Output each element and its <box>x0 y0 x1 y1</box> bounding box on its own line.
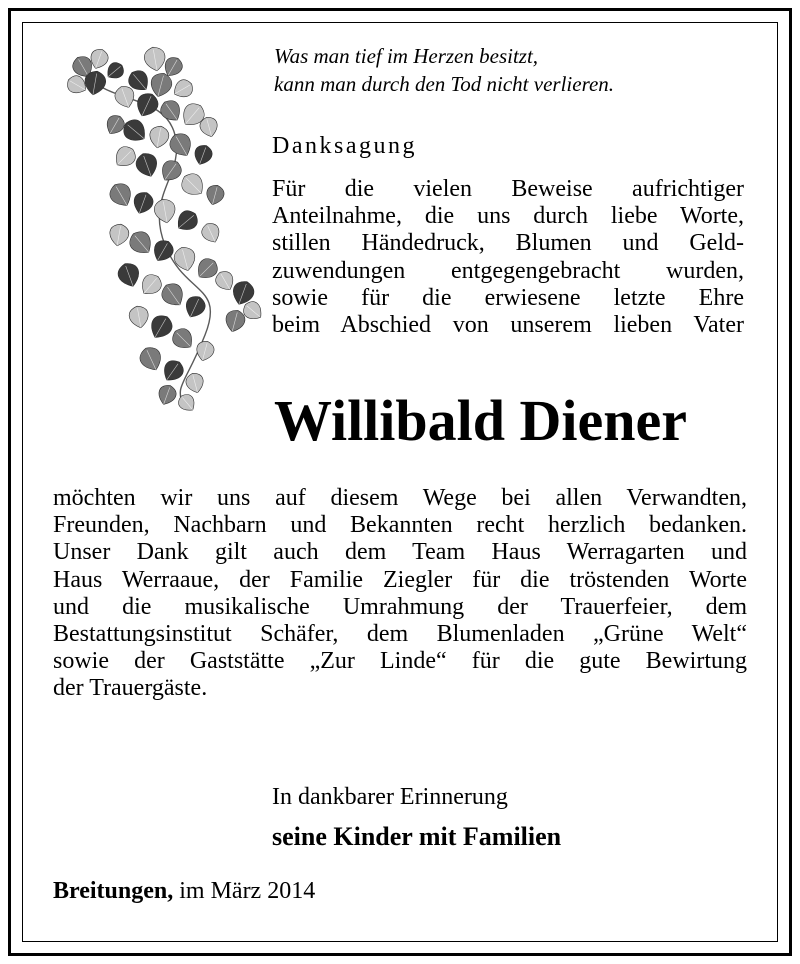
ivy-leaf <box>199 220 223 245</box>
ivy-leaf <box>130 189 155 216</box>
body-line: Unser Dank gilt auch dem Team Haus Werragarten und <box>53 539 747 566</box>
body-line: sowie der Gaststätte „Zur Linde“ für die gute Bewirtung <box>53 648 747 675</box>
body-line: der Trauergäste. <box>53 675 208 702</box>
ivy-leaf <box>125 227 156 259</box>
heading-danksagung: Danksagung <box>272 133 417 159</box>
body-line: Bestattungsinstitut Schäfer, dem Blumenladen „Grüne Welt“ <box>53 621 747 648</box>
signature: seine Kinder mit Familien <box>272 822 562 851</box>
intro-line: sowie für die erwiesene letzte Ehre <box>272 284 744 311</box>
body-line: möchten wir uns auf diesem Wege bei allen Verwandten, <box>53 485 747 511</box>
ivy-leaf <box>158 279 189 311</box>
ivy-leaf <box>119 115 151 146</box>
body-line: Haus Werraaue, der Familie Ziegler für die tröstenden Worte <box>53 566 747 593</box>
ivy-leaf <box>143 45 168 72</box>
ivy-leaf <box>115 260 143 290</box>
place-date <box>53 878 315 905</box>
closing-regards: In dankbarer Erinnerung <box>272 784 508 810</box>
ivy-leaf <box>157 157 185 186</box>
ivy-leaf <box>137 344 166 375</box>
ivy-leaf <box>204 183 226 207</box>
ivy-leaf <box>146 311 176 342</box>
ivy-leaf <box>111 143 140 172</box>
ivy-leaf <box>177 169 209 201</box>
ivy-leaf <box>153 197 178 224</box>
ivy-leaves-icon <box>55 45 265 415</box>
thanks-paragraph <box>53 485 747 703</box>
ivy-leaf <box>148 125 171 150</box>
ivy-leaf <box>175 391 198 415</box>
ivy-leaf <box>103 112 128 138</box>
ivy-leaf <box>157 97 185 126</box>
ivy-leaf <box>182 293 209 321</box>
motto-quote <box>274 42 614 98</box>
ivy-leaf <box>194 339 216 363</box>
intro-line: Für die vielen Beweise aufrichtiger <box>272 176 744 202</box>
deceased-name: Willibald Diener <box>274 388 688 453</box>
motto-line-2: kann man durch den Tod nicht verlieren. <box>274 72 615 96</box>
ivy-leaf <box>155 383 178 408</box>
ivy-leaf <box>172 207 201 236</box>
ivy-leaf <box>137 270 166 299</box>
motto-line-1: Was man tief im Herzen besitzt, <box>274 44 539 68</box>
intro-line: stillen Händedruck, Blumen und Geld- <box>272 230 744 257</box>
body-line: Freunden, Nachbarn und Bekannten recht herzlich bedanken. <box>53 512 747 539</box>
intro-line: beim Abschied von unserem lieben Vater <box>272 312 744 339</box>
intro-paragraph <box>272 176 744 339</box>
intro-line: Anteilnahme, die uns durch liebe Worte, <box>272 203 744 230</box>
place: Breitungen, <box>53 878 174 904</box>
ivy-leaf <box>170 77 196 102</box>
ivy-leaf <box>169 325 198 354</box>
intro-line: zuwendungen entgegengebracht wurden, <box>272 257 744 284</box>
ivy-leaf <box>128 305 151 330</box>
ivy-leaf <box>172 245 198 274</box>
ivy-leaf <box>159 357 187 386</box>
ivy-leaf <box>108 223 131 248</box>
ivy-leaf <box>166 129 196 160</box>
body-line: und die musikalische Umrahmung der Trauerfeier, dem <box>53 593 747 620</box>
ivy-leaf <box>133 150 161 180</box>
date: im März 2014 <box>179 878 316 904</box>
ivy-leaf <box>191 143 214 168</box>
ivy-leaf <box>106 179 136 210</box>
